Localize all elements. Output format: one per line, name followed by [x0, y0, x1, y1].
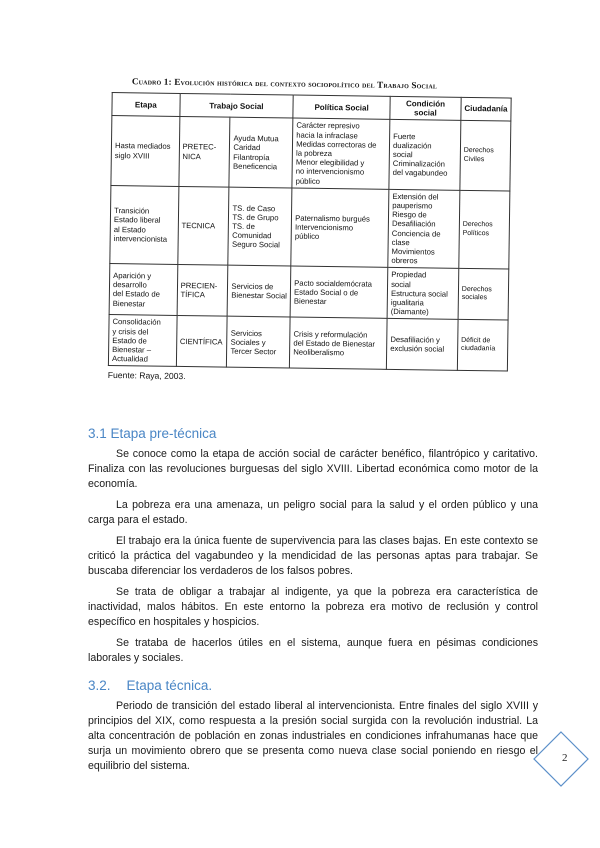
cell-etapa: Transición Estado liberal al Estado intervencionista [110, 185, 179, 265]
paragraph: La pobreza era una amenaza, un peligro social para la salud y el orden público y una carga para el estado. [88, 499, 538, 526]
cell-ciudadania: Derechos Civiles [460, 121, 511, 191]
section-title: Etapa técnica. [126, 678, 213, 693]
section1-paragraphs [88, 447, 538, 666]
cell-acciones: Ayuda Mutua Caridad Filantropía Beneficencia [229, 118, 293, 188]
evolution-table [108, 92, 512, 372]
cell-politica: Paternalismo burgués Intervencionismo público [291, 188, 389, 268]
cell-condicion: Fuerte dualización social Criminalización del vagabundeo [389, 120, 461, 190]
cell-etapa: Aparición y desarrollo del Estado de Bienestar [109, 264, 177, 316]
cell-condicion: Desafiliación y exclusión social [386, 319, 457, 371]
section-heading-pre-tecnica: 3.1 Etapa pre-técnica [88, 426, 217, 441]
header-ciudadania: Ciudadanía [461, 97, 511, 121]
cell-politica: Pacto socialdemócrata Estado Social o de Bienestar [290, 266, 388, 318]
cell-ciudadania: Déficit de ciudadanía [457, 320, 508, 372]
table-title: Cuadro 1: Evolución histórica del contexto sociopolítico del Trabajo Social [131, 76, 438, 91]
header-politica-social: Política Social [293, 95, 390, 120]
cell-politica: Carácter represivo hacia la infraclase Medidas correctoras de la pobreza Menor elegibilidad y no intervencionismo público [292, 118, 390, 189]
paragraph: El trabajo era la única fuente de supervivencia para las clases bajas. En este contexto se criticó la práctica del vagabundeo y la mendicidad de las personas aptas para trabajar. Se buscaba diferenciar los verdaderos de los falsos pobres. [88, 535, 538, 577]
cell-ciudadania: Derechos Políticos [459, 190, 510, 269]
paragraph: Se trataba de hacerlos útiles en el sistema, aunque fuera en pésimas condiciones laborales y sociales. [88, 637, 538, 664]
cell-condicion: Extensión del pauperismo Riesgo de Desafiliación Conciencia de clase Movimientos obreros [388, 189, 460, 269]
header-condicion-social: Condición social [390, 96, 461, 120]
cell-etapa: Hasta mediados siglo XVIII [111, 116, 180, 186]
page-number-badge-icon [530, 728, 592, 790]
cell-acciones: Servicios Sociales y Tercer Sector [227, 317, 290, 369]
table-row [109, 264, 509, 321]
cell-acciones: Servicios de Bienestar Social [227, 266, 290, 318]
page-number: 2 [562, 752, 568, 764]
header-trabajo-social: Trabajo Social [179, 93, 293, 118]
cell-acciones: TS. de Caso TS. de Grupo TS. de Comunidad Seguro Social [228, 187, 292, 266]
cell-tipo: CIENTÍFICA [176, 316, 227, 368]
cell-condicion: Propiedad social Estructura social igualitaria (Diamante) [387, 268, 458, 320]
table-source: Fuente: Raya, 2003. [107, 370, 186, 382]
section-heading-tecnica [88, 677, 212, 695]
section-number: 3.2. [88, 678, 111, 693]
table-row [111, 116, 511, 191]
cell-ciudadania: Derechos sociales [458, 269, 509, 321]
header-etapa: Etapa [112, 93, 180, 117]
table-row [110, 185, 510, 269]
paragraph: Se conoce como la etapa de acción social de carácter benéfico, filantrópico y caritativo. Finaliza con las revoluciones burguesas del siglo XVIII. Libertad económica como motor de la economía. [88, 448, 538, 490]
cell-tipo: PRETEC- NICA [179, 117, 231, 187]
table-figure [108, 72, 522, 386]
section2-paragraphs [88, 699, 538, 774]
table-row [108, 315, 508, 372]
cell-etapa: Consolidación y crisis del Estado de Bienestar – Actualidad [108, 315, 176, 367]
paragraph: Periodo de transición del estado liberal al intervencionista. Entre finales del siglo XVIII y principios del XIX, como respuesta a la presión social surgida con la revolución industrial. La alta concentración de población en zonas industriales en condiciones infrahumanas hace que surja un movimiento obrero que se presenta como nueva clase social poniendo en riesgo el equilibrio del sistema. [88, 700, 538, 772]
cell-tipo: TECNICA [177, 186, 229, 265]
paragraph: Se trata de obligar a trabajar al indigente, ya que la pobreza era característica de inactividad, malos hábitos. En este entorno la pobreza era motivo de reclusión y control específico en hospitales y hospicios. [88, 586, 538, 628]
cell-politica: Crisis y reformulación del Estado de Bienestar Neoliberalismo [290, 317, 388, 369]
cell-tipo: PRECIEN- TÍFICA [177, 265, 228, 317]
